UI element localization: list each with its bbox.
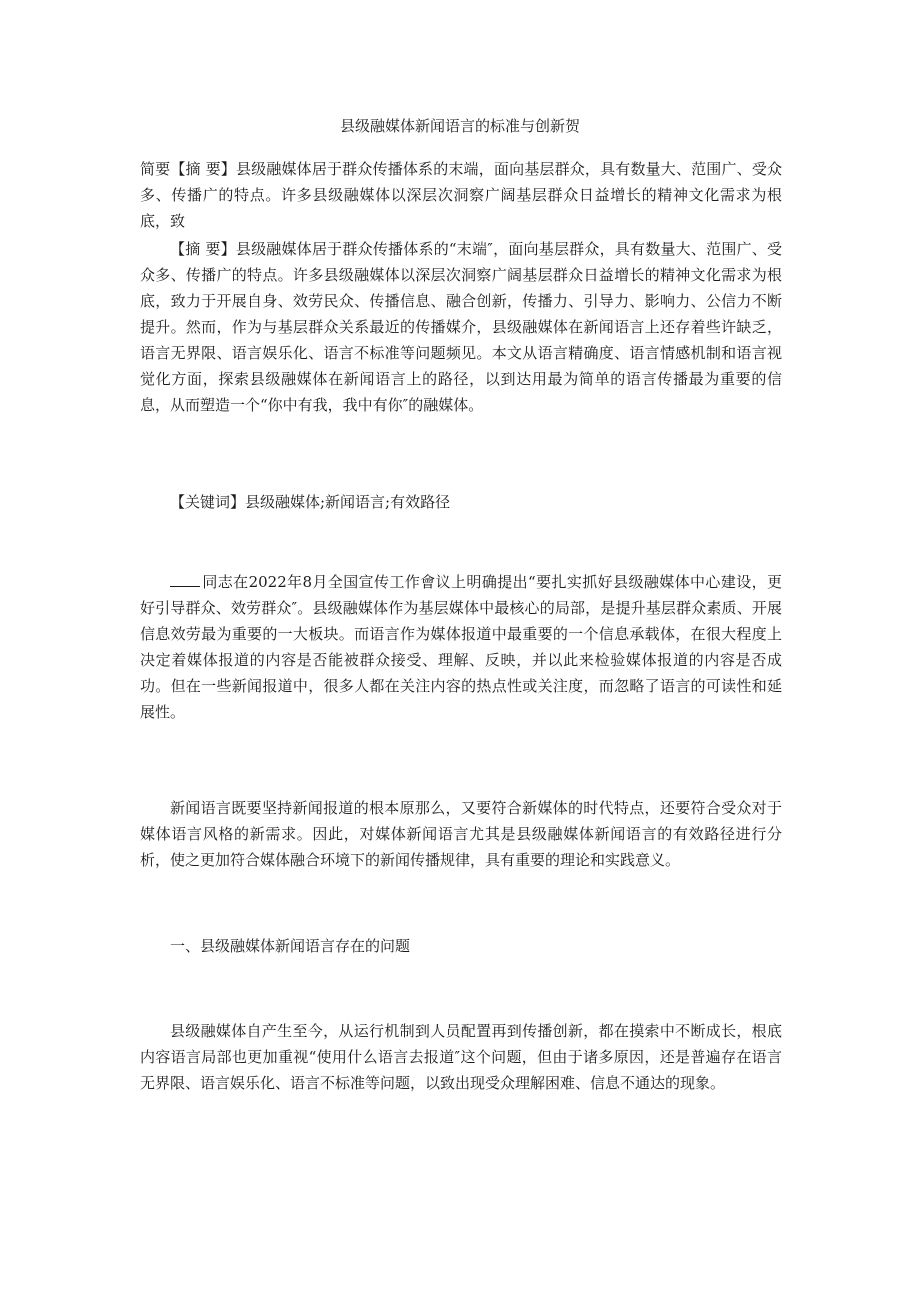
body-paragraph-2: 新闻语言既要坚持新闻报道的根本原那么，又要符合新媒体的时代特点，还要符合受众对于媒体语言风格的新需求。因此，对媒体新闻语言尤其是县级融媒体新闻语言的有效路径进行分析，使之更加符合媒体融合环境下的新闻传播规律，具有重要的理论和实践意义。 [140,799,782,869]
body-paragraph-1 [140,569,782,725]
keywords-line: 【关键词】县级融媒体;新闻语言;有效路径 [170,493,451,511]
section-1-heading: 一、县级融媒体新闻语言存在的问题 [170,937,411,955]
body-paragraph-1-text: 同志在2022年8月全国宣传工作會议上明确提出“要扎实抓好县级融媒体中心建设，更好引导群众、效劳群众″。县级融媒体作为基层媒体中最核心的局部，是提升基层群众素质、开展信息效劳最为重要的一大板块。而语言作为媒体报道中最重要的一个信息承载体，在很大程度上决定着媒体报道的内容是否能被群众接受、理解、反映，并以此来检验媒体报道的内容是否成功。但在一些新闻报道中，很多人都在关注内容的热点性或关注度，而忽略了语言的可读性和延展性。 [140,573,782,721]
document-title: 县级融媒体新闻语言的标准与创新贺 [339,117,580,135]
body-paragraph-3: 县级融媒体自产生至今，从运行机制到人员配置再到传播创新，都在摸索中不断成长，根底内容语言局部也更加重视“使用什么语言去报道″这个问题，但由于诸多原因，还是普遍存在语言无界限、语言娱乐化、语言不标准等问题，以致出现受众理解困难、信息不通达的现象。 [140,1022,782,1092]
summary-intro-paragraph: 简要【摘 要】县级融媒体居于群众传播体系的末端，面向基层群众，具有数量大、范围广、受众多、传播广的特点。许多县级融媒体以深层次洞察广阔基层群众日益增长的精神文化需求为根底，致 [140,160,782,230]
redacted-name-blank [170,572,200,587]
abstract-paragraph: 【摘 要】县级融媒体居于群众传播体系的“末端″，面向基层群众，具有数量大、范围广、受众多、传播广的特点。许多县级融媒体以深层次洞察广阔基层群众日益增长的精神文化需求为根底，致力于开展自身、效劳民众、传播信息、融合创新，传播力、引导力、影响力、公信力不断提升。然而，作为与基层群众关系最近的传播媒介，县级融媒体在新闻语言上还存着些许缺乏，语言无界限、语言娱乐化、语言不标准等问题频见。本文从语言精确度、语言情感机制和语言视觉化方面，探索县级融媒体在新闻语言上的路径，以到达用最为简单的语言传播最为重要的信息，从而塑造一个“你中有我，我中有你″的融媒体。 [140,240,782,414]
